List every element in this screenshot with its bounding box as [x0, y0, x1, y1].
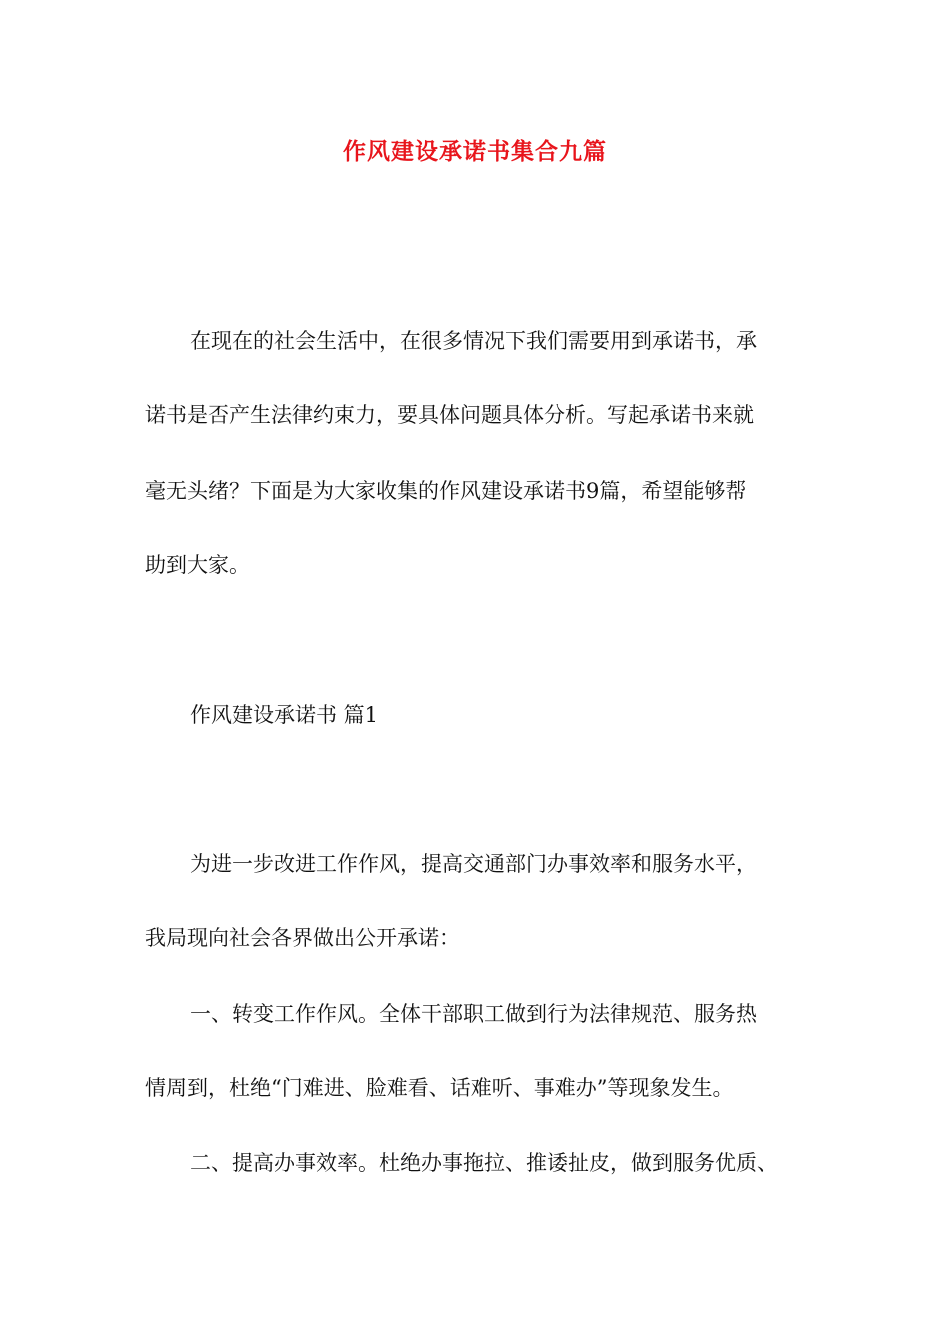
- body-line-4: 情周到，杜绝“门难进、脸难看、话难听、事难办”等现象发生。: [145, 1076, 734, 1100]
- body-line-5: 二、提高办事效率。杜绝办事拖拉、推诿扯皮，做到服务优质、: [190, 1151, 778, 1175]
- intro-line-3: 毫无头绪？下面是为大家收集的作风建设承诺书9篇，希望能够帮: [145, 479, 747, 503]
- body-line-2: 我局现向社会各界做出公开承诺：: [145, 926, 460, 950]
- section-heading: 作风建设承诺书 篇1: [190, 703, 379, 727]
- intro-line-4: 助到大家。: [145, 553, 250, 577]
- body-line-3: 一、转变工作作风。全体干部职工做到行为法律规范、服务热: [190, 1002, 757, 1026]
- document-title: 作风建设承诺书集合九篇: [343, 138, 607, 165]
- body-line-1: 为进一步改进工作作风，提高交通部门办事效率和服务水平，: [190, 852, 757, 876]
- intro-line-1: 在现在的社会生活中，在很多情况下我们需要用到承诺书，承: [190, 329, 757, 353]
- intro-line-2: 诺书是否产生法律约束力，要具体问题具体分析。写起承诺书来就: [145, 403, 754, 427]
